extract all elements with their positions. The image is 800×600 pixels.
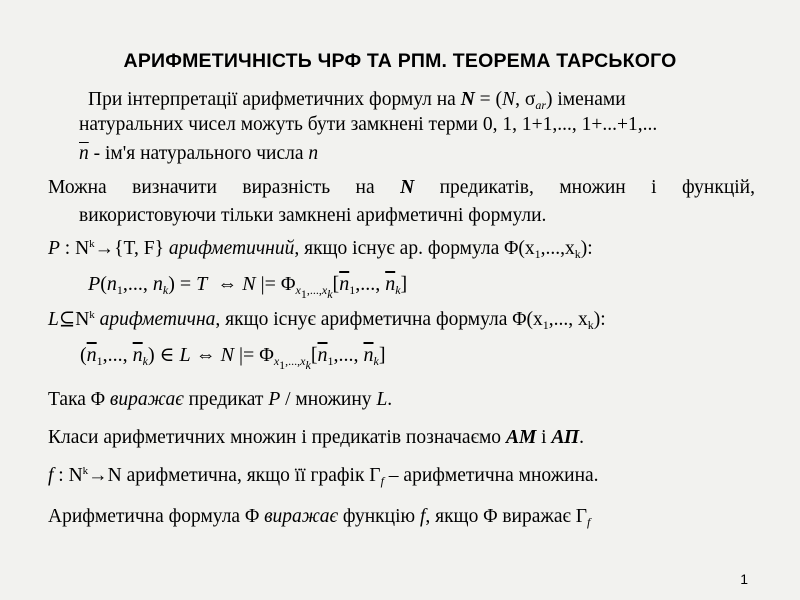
page-number: 1 [740, 571, 748, 587]
paragraph-5: Така Φ виражає предикат P / множину L. [48, 389, 393, 410]
paragraph-1-line-1: При інтерпретації арифметичних формул на N = (N, $\sigma_{ar}$) іменами [88, 89, 626, 112]
paragraph-7: f : $N^k\to N$ арифметична, якщо її графік $\Gamma_f$ – арифметична множина. [48, 465, 599, 488]
paragraph-8: Арифметична формула Φ виражає функцію f, якщо Φ виражає $\Gamma_f$ [48, 506, 591, 529]
paragraph-6: Класи арифметичних множин і предикатів позначаємо АМ і АП. [48, 427, 585, 448]
paragraph-1-line-3: $\overline{n} - ім'я$ натурального числа n [79, 143, 319, 164]
page-title: АРИФМЕТИЧНІСТЬ ЧРФ ТА РПМ. ТЕОРЕМА ТАРСЬКОГО [123, 50, 677, 72]
paragraph-2-line-1: Можна визначити виразність на N предикатів, множин і функцій, [48, 177, 755, 198]
paragraph-1-line-2: натуральних чисел можуть бути замкнені терми 0, 1, 1+1,..., 1+...+1,... [79, 114, 658, 135]
formula-predicate: $P(n_1$,..., $n_k) = T$ ⇔ N |= $\Phi_{x_1,...,x_k}[\overline{n}_1$,..., $\overline{n}_k$] [88, 273, 408, 301]
paragraph-3: P : $N^k\to\{T$, F} арифметичний, якщо існує ар. формула $\Phi(x_1,...,x_k)$: [48, 238, 593, 261]
paragraph-2-line-2: використовуючи тільки замкнені арифметичні формули. [79, 205, 547, 226]
paragraph-4: $L⊆N^k$ арифметична, якщо існує арифметична формула $\Phi(x_1$,..., $x_k$): [48, 309, 606, 332]
formula-set: ($\overline{n}_1$,..., $\overline{n}_k$) ∈ L ⇔ N |= $\Phi_{x_1,...,x_k}[\overline{n}_1$,..., $\overline{n}_k$] [80, 344, 386, 372]
